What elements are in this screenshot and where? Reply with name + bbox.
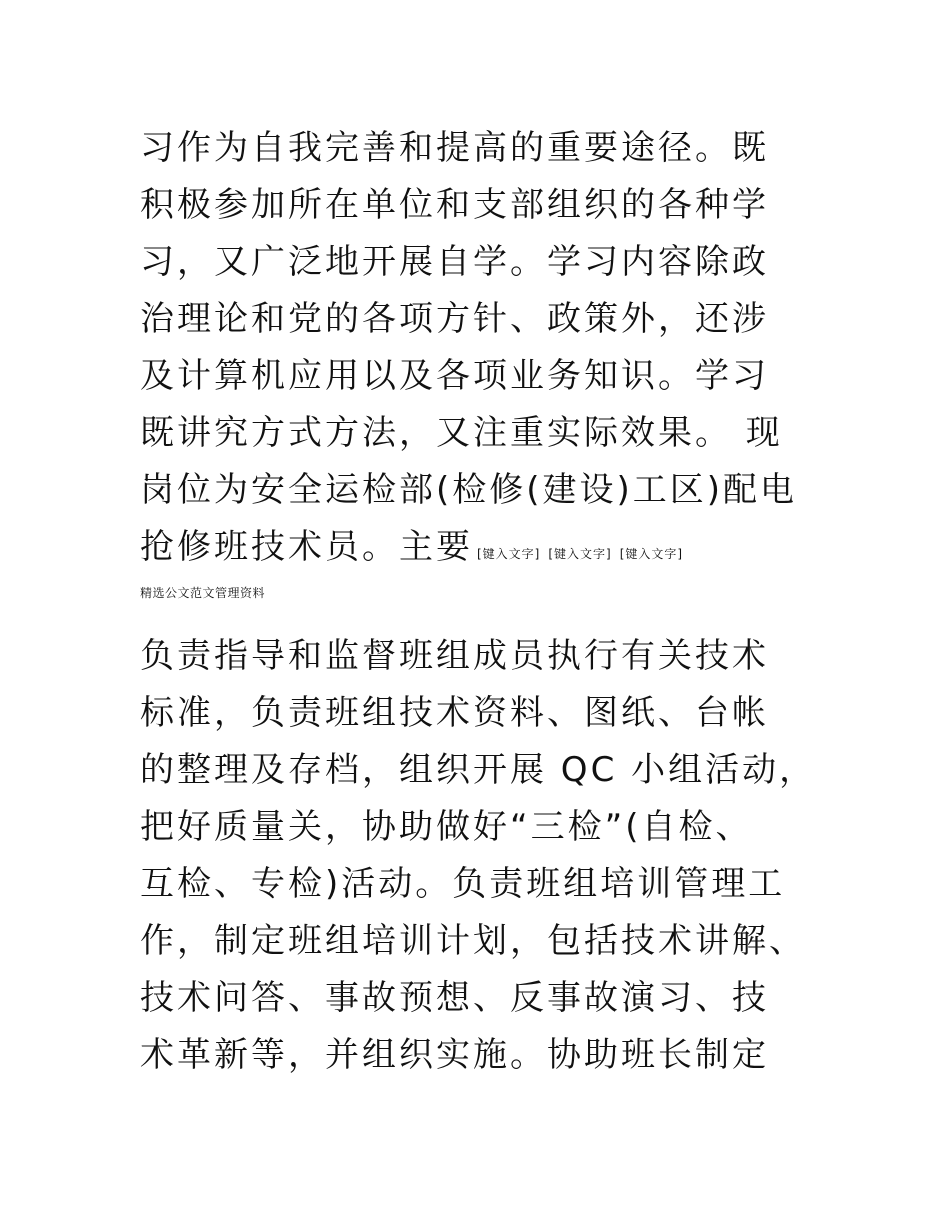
text-line: 岗位为安全运检部(检修(建设)工区)配电 xyxy=(140,470,798,510)
text-line: 习作为自我完善和提高的重要途径。既 xyxy=(140,128,769,168)
text-line: 负责指导和监督班组成员执行有关技术 xyxy=(140,636,769,676)
text-line: 术革新等，并组织实施。协助班长制定 xyxy=(140,1035,769,1075)
text-line: 积极参加所在单位和支部组织的各种学 xyxy=(140,185,769,225)
top-paragraph xyxy=(140,120,820,576)
text-line: 作，制定班组培训计划，包括技术讲解、 xyxy=(140,921,806,961)
text-line: 及计算机应用以及各项业务知识。学习 xyxy=(140,356,769,396)
text-line: 把好质量关，协助做好“三检”(自检、 xyxy=(140,807,753,847)
text-line: 互检、专检)活动。负责班组培训管理工 xyxy=(140,864,786,904)
text-line: 标准，负责班组技术资料、图纸、台帐 xyxy=(140,693,769,733)
text-line: 既讲究方式方法，又注重实际效果。 现 xyxy=(140,413,783,453)
header-placeholder-group xyxy=(477,547,691,561)
text-line: 习，又广泛地开展自学。学习内容除政 xyxy=(140,242,769,282)
text-line: 的整理及存档，组织开展 QC 小组活动， xyxy=(140,750,817,790)
header-placeholder-left[interactable]: [键入文字] xyxy=(477,547,541,561)
text-line-with-header xyxy=(140,519,820,576)
text-line: 治理论和党的各项方针、政策外，还涉 xyxy=(140,299,769,339)
document-label: 精选公文范文管理资料 xyxy=(140,586,266,600)
header-placeholder-center[interactable]: [键入文字] xyxy=(548,547,612,561)
header-placeholder-right[interactable]: [键入文字] xyxy=(619,547,684,561)
bottom-paragraph xyxy=(140,628,820,1084)
text-line-fragment: 抢修班技术员。主要 xyxy=(140,527,473,567)
text-line: 技术问答、事故预想、反事故演习、技 xyxy=(140,978,769,1018)
